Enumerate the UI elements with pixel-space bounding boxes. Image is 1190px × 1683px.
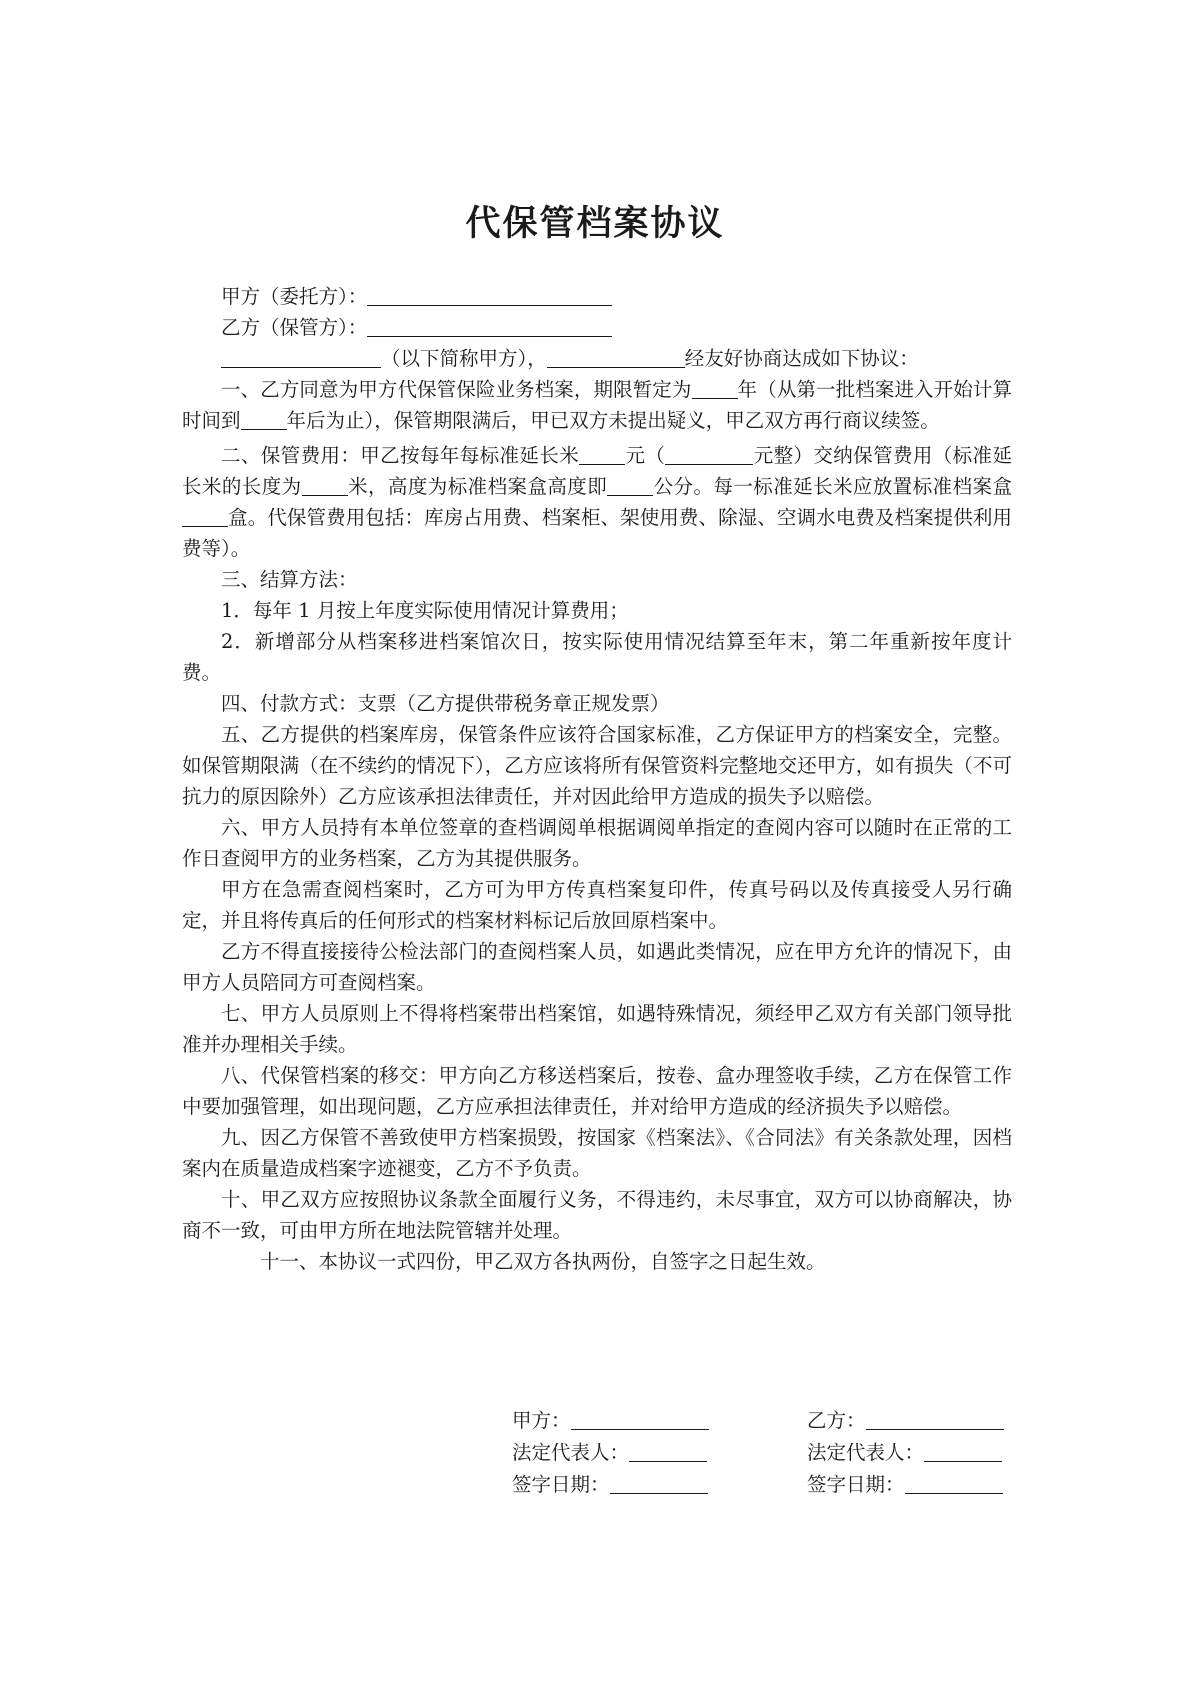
- clause-6-p1: 六、甲方人员持有本单位签章的查档调阅单根据调阅单指定的查阅内容可以随时在正常的工作日查阅甲方的业务档案，乙方为其提供服务。: [182, 816, 1012, 870]
- intro-line: [182, 343, 1012, 374]
- intro-text-2: 经友好协商达成如下协议：: [684, 347, 919, 370]
- intro-party-b-blank[interactable]: [547, 347, 685, 368]
- clause-9: 九、因乙方保管不善致使甲方档案损毁，按国家《档案法》、《合同法》有关条款处理，因档案内在质量造成档案字迹褪变，乙方不予负责。: [182, 1126, 1012, 1180]
- fee-yuan-blank[interactable]: [579, 444, 625, 465]
- party-a-blank[interactable]: [367, 285, 612, 306]
- agreement-body: [182, 281, 1012, 1277]
- party-b-label: 乙方（保管方）：: [221, 316, 368, 339]
- sig-b-rep-blank[interactable]: [924, 1441, 1002, 1462]
- term-years-blank[interactable]: [692, 378, 738, 399]
- clause-2-text-f: 盒。代保管费用包括：库房占用费、档案柜、架使用费、除湿、空调水电费及档案提供利用费等）。: [182, 506, 1012, 560]
- sig-b-date-row: [807, 1469, 1037, 1501]
- clause-1-text-c: 年后为止），保管期限满后，甲已双方未提出疑义，甲乙双方再行商议续签。: [286, 409, 940, 432]
- sig-a-rep-label: 法定代表人：: [512, 1441, 630, 1464]
- clause-5: 五、乙方提供的档案库房，保管条件应该符合国家标准，乙方保证甲方的档案安全，完整。如保管期限满（在不续约的情况下），乙方应该将所有保管资料完整地交还甲方，如有损失（不可抗力的原因除外）乙方应该承担法律责任，并对因此给甲方造成的损失予以赔偿。: [182, 723, 1012, 808]
- height-cm-blank[interactable]: [607, 475, 653, 496]
- clause-6-p3: 乙方不得直接接待公检法部门的查阅档案人员，如遇此类情况，应在甲方允许的情况下，由甲方人员陪同方可查阅档案。: [182, 940, 1012, 994]
- length-meter-blank[interactable]: [302, 475, 348, 496]
- page-title: 代保管档案协议: [465, 204, 725, 244]
- party-b-blank[interactable]: [367, 316, 612, 337]
- clause-4: 四、付款方式：支票（乙方提供带税务章正规发票）: [221, 692, 670, 715]
- intro-text-1: （以下简称甲方），: [381, 347, 547, 370]
- clause-2-text-b: 元（: [625, 444, 666, 467]
- clause-2-text-a: 二、保管费用：甲乙按每年每标准延长米: [221, 444, 580, 467]
- sig-b-party-label: 乙方：: [807, 1409, 866, 1432]
- clause-1: [182, 374, 1012, 436]
- clause-6-p2: 甲方在急需查阅档案时，乙方可为甲方传真档案复印件，传真号码以及传真接受人另行确定，并且将传真后的任何形式的档案材料标记后放回原档案中。: [182, 878, 1012, 932]
- sig-a-party-blank[interactable]: [571, 1409, 709, 1430]
- party-b-line: [182, 312, 1012, 343]
- clause-2-text-d: 米，高度为标准档案盒高度即: [347, 475, 608, 498]
- sig-a-rep-row: [512, 1437, 742, 1469]
- clause-10: 十、甲乙双方应按照协议条款全面履行义务，不得违约，未尽事宜，双方可以协商解决，协商不一致，可由甲方所在地法院管辖并处理。: [182, 1188, 1012, 1242]
- clause-2: [182, 440, 1012, 564]
- clause-7: 七、甲方人员原则上不得将档案带出档案馆，如遇特殊情况，须经甲乙双方有关部门领导批准并办理相关手续。: [182, 1002, 1012, 1056]
- clause-3-heading: 三、结算方法：: [221, 568, 358, 591]
- clause-8: 八、代保管档案的移交：甲方向乙方移送档案后，按卷、盒办理签收手续，乙方在保管工作中要加强管理，如出现问题，乙方应承担法律责任，并对给甲方造成的经济损失予以赔偿。: [182, 1064, 1012, 1118]
- sig-b-date-label: 签字日期：: [807, 1473, 905, 1496]
- sig-a-rep-blank[interactable]: [629, 1441, 707, 1462]
- sig-b-party-row: [807, 1405, 1037, 1437]
- clause-1-text-a: 一、乙方同意为甲方代保管保险业务档案，期限暂定为: [221, 378, 692, 401]
- sig-b-party-blank[interactable]: [866, 1409, 1004, 1430]
- signature-party-a: [512, 1405, 742, 1501]
- intro-party-a-blank[interactable]: [221, 347, 381, 368]
- clause-2-text-e: 公分。每一标准延长米应放置标准档案盒: [653, 475, 1012, 498]
- sig-b-rep-label: 法定代表人：: [807, 1441, 925, 1464]
- clause-3-item-2: 2．新增部分从档案移进档案馆次日，按实际使用情况结算至年末，第二年重新按年度计费。: [182, 630, 1012, 684]
- clause-11: 十一、本协议一式四份，甲乙双方各执两份，自签字之日起生效。: [260, 1250, 826, 1273]
- sig-a-date-blank[interactable]: [610, 1473, 708, 1494]
- sig-a-party-row: [512, 1405, 742, 1437]
- clause-3-item-1: 1．每年 1 月按上年度实际使用情况计算费用；: [221, 599, 629, 622]
- clause-2-text-c: 元整）交纳保管费用（标准延长米的长度为: [182, 444, 1012, 498]
- sig-a-date-row: [512, 1469, 742, 1501]
- sig-a-party-label: 甲方：: [512, 1409, 571, 1432]
- clause-1-text-b: 年（从第一批档案进入开始计算时间到: [182, 378, 1012, 432]
- party-a-line: [182, 281, 1012, 312]
- sig-b-date-blank[interactable]: [905, 1473, 1003, 1494]
- signature-party-b: [807, 1405, 1037, 1501]
- fee-capital-blank[interactable]: [665, 444, 753, 465]
- sig-b-rep-row: [807, 1437, 1037, 1469]
- box-count-blank[interactable]: [182, 506, 228, 527]
- sig-a-date-label: 签字日期：: [512, 1473, 610, 1496]
- term-end-years-blank[interactable]: [241, 409, 287, 430]
- party-a-label: 甲方（委托方）：: [221, 285, 368, 308]
